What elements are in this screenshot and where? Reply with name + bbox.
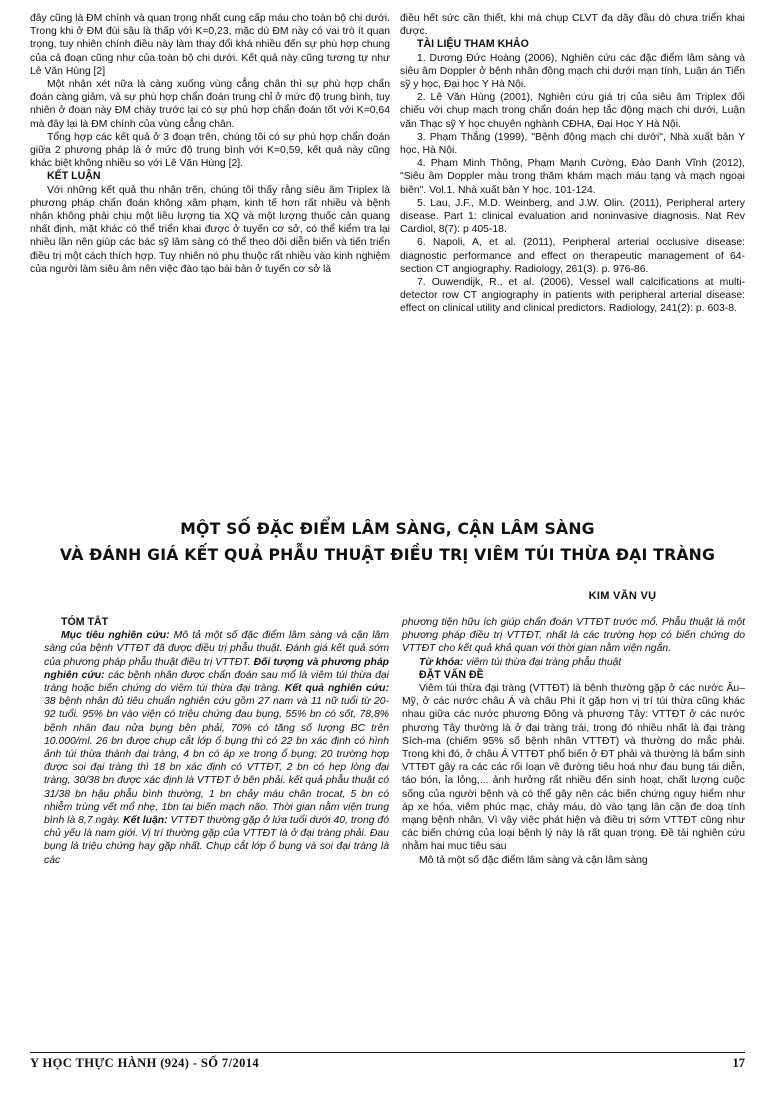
prev-paragraph-3: Tổng hợp các kết quả ở 3 đoạn trên, chúng tôi có sự phù hợp chẩn đoán giữa 2 phương pháp là ở mức độ trung bình với K=0,59, kết quả này cũng khác biệt không nhiều so với Lê Văn Hùng [2]. xyxy=(30,131,390,170)
keywords-label: Từ khóa: xyxy=(419,656,464,668)
keywords-text: viêm túi thừa đại tràng phẫu thuật xyxy=(466,656,622,668)
prev-paragraph-2: Một nhận xét nữa là càng xuống vùng cẳng chân thì sự phù hợp chẩn đoán càng giảm, và sự phù hợp chẩn đoán trung chỉ ở mức độ trung bình, tuy nhiên ở đoạn này ĐM chày trước lại có sự phù hợp chẩn đoán tốt với K=0,64 mà đây lại là ĐM chính của vùng cẳng chân. xyxy=(30,79,390,130)
results-label: Kết quả nghiên cứu: xyxy=(284,683,389,695)
abstract-text xyxy=(44,629,389,867)
article-title-line-2: VÀ ĐÁNH GIÁ KẾT QUẢ PHẪU THUẬT ĐIỀU TRỊ VIÊM TÚI THỪA ĐẠI TRÀNG xyxy=(59,545,716,564)
methods-text: các bệnh nhân được chẩn đoán sau mổ là viêm túi thừa đại tràng hoặc biến chứng do viêm túi thừa đại tràng. xyxy=(44,669,389,695)
conclusions-label: Kết luận: xyxy=(123,815,168,827)
intro-paragraph-2: Mô tả một số đặc điểm lâm sàng và cận lâm sàng xyxy=(419,854,648,866)
reference-item: 2. Lê Văn Hùng (2001), Nghiên cứu giá trị của siêu âm Triplex đối chiếu với chụp mạch trong chẩn đoán hẹp tắc động mạch chi dưới, Luận văn Thạc sỹ Y học chuyên nghành CĐHA, Đại Học Y Hà Nội. xyxy=(400,92,745,130)
intro-heading: ĐẶT VẤN ĐỀ xyxy=(419,668,484,681)
conclusion-text: Với những kết quả thu nhận trên, chúng tôi thấy rằng siêu âm Triplex là phương pháp chẩn đoán không xâm phạm, kinh tế hơn rất nhiều và bệnh nhân không phải chịu một liều lượng tia XQ và một lượng thuốc cản quang nhất định, mặt khác có thể triển khai được ở tuyến cơ sở, có thể kiểm tra lại nhiều lần nên giúp các bác sỹ lâm sàng có thể theo dõi diễn biến và tiến triển điều trị một cách thích hợp. Tuy nhiên nó phụ thuộc rất nhiều vào kinh nghiệm của người làm siêu âm nên việc đào tạo bài bản ở tuyến cơ sở là xyxy=(30,184,390,275)
objective-label: Mục tiêu nghiên cứu: xyxy=(61,630,170,642)
summary-heading: TÓM TẮT xyxy=(61,616,109,628)
conclusions-text: VTTĐT thường gặp ở lứa tuổi dưới 40, trong đó chủ yếu là nam giới. Vị trí thường gặp của VTTĐT là ở đại tràng phải. Đau bụng là triệu chứng hay gặp nhất. Chụp cắt lớp ổ bụng và soi đại tràng là các xyxy=(44,815,389,866)
reference-item: 1. Dương Đức Hoàng (2006), Nghiên cứu các đặc điểm lâm sàng và siêu âm Doppler ở bệnh nhân động mạch chi dưới mạn tính, Luận án Tiến sỹ y học, Đại học Y Hà Nội. xyxy=(400,52,745,91)
reference-item: 7. Ouwendijk, R., et al. (2006), Vessel wall calcifications at multi-detector row CT angiography in patients with peripheral arterial disease: effect on clinical utility and clinical predictors. Radiology, 241(2): p. 603-8. xyxy=(400,277,745,315)
methods-label: Đối tượng và phương pháp nghiên cứu: xyxy=(44,656,389,681)
reference-item: 3. Phạm Thắng (1999), "Bệnh động mạch chi dưới", Nhà xuất bản Y học, Hà Nội. xyxy=(400,131,745,157)
references-heading: TÀI LIỆU THAM KHẢO xyxy=(417,38,529,51)
intro-paragraph-1: Viêm túi thừa đại tràng (VTTĐT) là bệnh thường gặp ở các nước Âu–Mỹ, ở các nước châu Á và châu Phi ít gặp hơn vị trí túi thừa cũng khác nhau giữa các nước phương Đông và phương Tây: VTTĐT ở các nước phương Tây thường là ở đại tràng trái, trong đó nhiều nhất là đại tràng Sích-ma (chiếm 95% số bệnh nhân VTTĐT) và thường do mắc phải. Trong khi đó, ở châu Á VTTĐT phổ biến ở ĐT phải và thường là bẩm sinh VTTĐT gây ra các các rối loạn về đường tiêu hoá như đau bụng tái diễn, táo bón, ỉa lỏng,... ảnh hưởng rất nhiều đến sinh hoạt, chất lượng cuộc sống của người bệnh và có thể gây nên các biến chứng nguy hiểm như áp xe hóa, viêm phúc mạc, chảy máu, dò vào tạng lân cận đe doạ tính mạng bệnh nhân. Vì vậy việc phát hiện và điều trị sớm VTTĐT cũng như các biến chứng của loại bệnh lý này là rất quan trọng. Đề tài nghiên cứu nhằm hai mục tiêu sau xyxy=(402,683,745,853)
reference-item: 6. Napoli, A, et al. (2011), Peripheral arterial occlusive disease: diagnostic performance and effect on therapeutic management of 64-section CT angiography. Radiology, 261(3). p. 976-86. xyxy=(400,237,745,275)
journal-footer: Y HỌC THỰC HÀNH (924) - SỐ 7/2014 xyxy=(30,1056,260,1070)
prev-article-right-column xyxy=(400,12,745,316)
page-number: 17 xyxy=(732,1056,745,1070)
conclusions-continuation: phương tiện hữu ích giúp chẩn đoán VTTĐT trước mổ. Phẫu thuật là một phương pháp điều trị VTTĐT, nhất là các trường hợp có biến chứng do VTTĐT cho kết quả khả quan với thời gian nằm viện ngắn. xyxy=(402,617,745,655)
reference-item: 4. Phạm Minh Thông, Phạm Mạnh Cường, Đào Danh Vĩnh (2012), "Siêu âm Doppler màu trong thăm khám mạch máu tạng và mạch ngoại biên". Vol.1. Nhà xuất bản Y học. 101-124. xyxy=(400,158,745,196)
abstract-column xyxy=(44,616,389,867)
keywords-line xyxy=(402,656,745,669)
conclusion-heading: KẾT LUẬN xyxy=(47,170,101,183)
prev-paragraph-1: đây cũng là ĐM chính và quan trọng nhất cung cấp máu cho toàn bộ chi dưới. Trong khi ở ĐM đùi sâu là thấp với K=0,23, mặc dù ĐM này có vai trò ít quan trọng, tuy nhiên chính điều này làm thay đổi khá nhiều đến sự phù hợp chung của cả đoạn cũng như của toàn bộ chi dưới. Kết quả này cũng tương tự như Lê Văn Hùng [2] xyxy=(30,13,390,77)
results-text: 38 bệnh nhân đủ tiêu chuẩn nghiên cứu gồm 27 nam và 11 nữ tuổi từ 20-92 tuổi. 95% bn vào viện có triệu chứng đau bụng, 55% bn có sốt, 78,8% bệnh nhân đau nửa bụng bên phải, 70% có tăng số lượng BC trên 10.000/ml. 26 bn được chụp cắt lớp ổ bụng thì có 22 bn xác định có hình ảnh túi thừa thành đại tràng, 4 bn có áp xe trong ổ bụng; 20 trường hợp được soi đại tràng thì 18 bn xác định có VTTĐT, 2 bn có hẹp lòng đại tràng, 30/38 bn được xác định là VTTĐT ở bên phải. kết quả phẫu thuật có 31/38 bn hậu phẫu bình thường, 1 bn chảy máu chân trocat, 5 bn có nhiễm trùng vết mổ nhẹ, 1bn tai biến mạch não. Thời gian nằm viện trung bình là 8,7 ngày. xyxy=(44,696,389,827)
article-author: KIM VĂN VỤ xyxy=(588,590,657,602)
conclusion-continuation: điều hết sức cần thiết, khi mà chụp CLVT đa dãy đầu dò chưa triển khai được. xyxy=(400,13,745,38)
objective-text: Mô tả một số đặc điểm lâm sàng và cận lâm sàng của bệnh VTTĐT đã được điều trị phẫu thuật. Đánh giá kết quả sớm của phương pháp phẫu thuật điều trị VTTĐT. xyxy=(44,630,389,668)
introduction-column xyxy=(402,616,745,867)
footer-divider xyxy=(30,1052,745,1053)
article-title-line-1: MỘT SỐ ĐẶC ĐIỂM LÂM SÀNG, CẬN LÂM SÀNG xyxy=(180,519,595,538)
reference-item: 5. Lau, J.F., M.D. Weinberg, and J.W. Olin. (2011), Peripheral artery disease. Part 1: clinical evaluation and noninvasive diagnosis. Nat Rev Cardiol, 8(7): p 405-18. xyxy=(400,197,745,236)
article-title xyxy=(37,516,738,568)
prev-article-left-column xyxy=(30,12,390,276)
